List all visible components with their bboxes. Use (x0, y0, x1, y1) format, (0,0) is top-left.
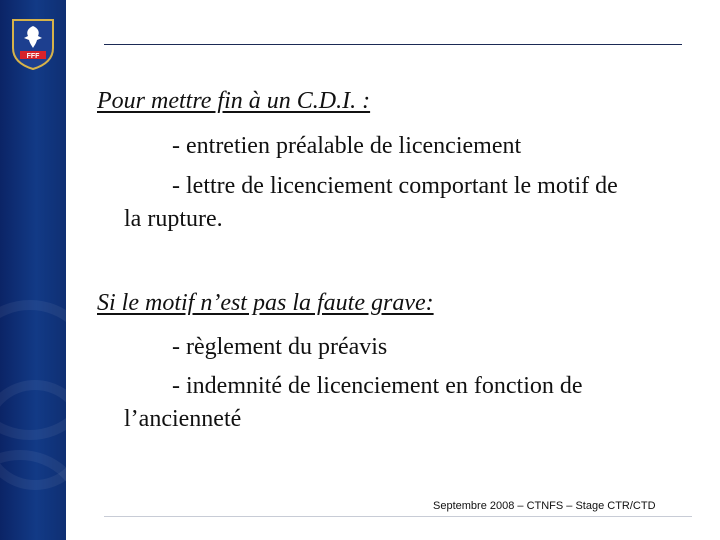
fff-logo (10, 18, 56, 70)
bullet-lettre-continuation: la rupture. (124, 206, 223, 232)
bullet-preavis: - règlement du préavis (172, 334, 388, 360)
section-heading-cdi: Pour mettre fin à un C.D.I. : (97, 88, 371, 114)
bullet-lettre: - lettre de licenciement comportant le motif de (172, 173, 618, 199)
bullet-entretien: - entretien préalable de licenciement (172, 133, 522, 159)
bullet-indemnite: - indemnité de licenciement en fonction de (172, 373, 583, 399)
top-divider (104, 44, 682, 45)
bullet-indemnite-continuation: l’ancienneté (124, 406, 242, 432)
sidebar-band (0, 0, 66, 540)
decorative-swirl (0, 450, 66, 540)
slide-footer: Septembre 2008 – CTNFS – Stage CTR/CTD (433, 500, 656, 512)
bottom-divider (104, 516, 692, 517)
svg-text:FFF: FFF (26, 53, 40, 60)
section-heading-motif: Si le motif n’est pas la faute grave: (97, 290, 434, 316)
